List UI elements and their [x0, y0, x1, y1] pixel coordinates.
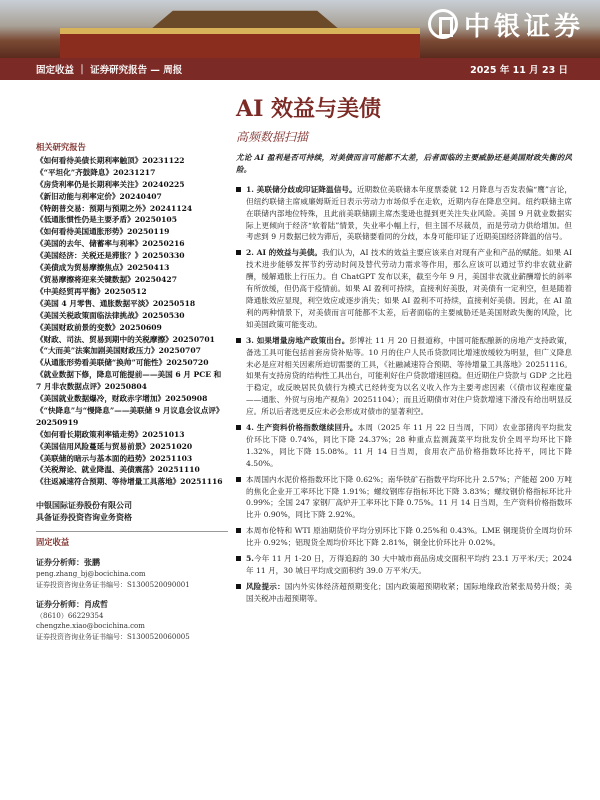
- bullet-item: [236, 422, 572, 470]
- bullet-item: [236, 184, 572, 244]
- related-reports-list: [36, 155, 228, 488]
- bullet-lead: 风险提示：: [246, 581, 285, 591]
- related-report-item[interactable]: 《关税辩论、就业降温、美债震荡》20251110: [36, 465, 200, 475]
- org-name: 中银国际证券股份有限公司: [36, 500, 132, 511]
- related-report-item[interactable]: 《房贷利率仍是长期利率关注》20240225: [36, 179, 185, 189]
- bullet-lead: 5.: [246, 554, 254, 564]
- bullet-text: 本周（2025 年 11 月 22 日当周，下同）农业部猪肉平均批发价环比下降 0.74%，同比下降 24.37%；28 种重点监测蔬菜平均批发价全周平均环比下降 1.32%，同比下降 15.08%。11 月 14 日当周，食用农产品价格指数环比持平，同比下降 4.50%。: [246, 423, 573, 468]
- page-subtitle: 高频数据扫描: [236, 130, 309, 144]
- bullet-list: [236, 184, 572, 605]
- related-report-item[interactable]: 《美国财政前景的变数》20250609: [36, 322, 162, 332]
- header-banner: [0, 0, 600, 58]
- palace-wall-image: [60, 28, 420, 58]
- analyst-2-cert: 证券投资咨询业务证书编号：S1300520060005: [36, 633, 190, 642]
- related-reports-heading: 相关研究报告: [36, 142, 86, 152]
- related-report-item[interactable]: 《美联储的暗示与基本面的趋势》20251103: [36, 453, 193, 463]
- bullet-item: [236, 525, 572, 549]
- bullet-lead: 3. 如果增量房地产政策出台。: [246, 335, 350, 345]
- analyst-1-email[interactable]: peng.zhang_bj@bocichina.com: [36, 570, 146, 579]
- bullet-item: [236, 581, 572, 605]
- bullet-item: [236, 553, 572, 577]
- related-report-item[interactable]: 《“大而美”法案加剧美国财政压力》20250707: [36, 346, 201, 356]
- related-report-item[interactable]: 《美债成为贸易摩擦焦点》20250413: [36, 263, 170, 273]
- logo-text: 中银证券: [463, 11, 584, 42]
- page-title: AI 效益与美债: [236, 96, 382, 122]
- summary: 尤论 AI 盈利是否可持续，对美债而言可能都不太差，后者面临的主要威胁还是美国财政失衡的风险。: [236, 153, 572, 174]
- related-report-item[interactable]: 《低通胀惯性仍是主要矛盾》20250105: [36, 215, 177, 225]
- related-report-item[interactable]: 《美国关税政策面临法律挑战》20250530: [36, 310, 185, 320]
- bullet-lead: 1. 美联储分歧或印证降温信号。: [246, 184, 357, 194]
- related-report-item[interactable]: 《贸易摩擦将迎来关键数据》20250427: [36, 274, 177, 284]
- bullet-item: [236, 474, 572, 522]
- related-report-item[interactable]: 《如何看长期政策利率锚走势》20251013: [36, 429, 185, 439]
- bullet-item: [236, 335, 572, 418]
- org-info: [36, 499, 228, 523]
- related-report-item[interactable]: 《美国就业数据爆冷，财政赤字增加》20250908: [36, 394, 208, 404]
- related-report-item[interactable]: 《如何看待美国通胀形势》20250119: [36, 227, 170, 237]
- related-report-item[interactable]: 《“平坦化”齐鼓降息》20231217: [36, 167, 156, 177]
- bullet-text: 本周国内水泥价格指数环比下降 0.62%；南华铁矿石指数平均环比升 2.57%；产能超 200 万吨的焦化企业开工率环比下降 1.91%；螺纹钢库存指标环比下降 3.83%；螺纹钢价格指标环比升 0.99%；全国 247 家钢厂高炉开工率环比下降 0.75%。11 月 14 日当周，生产资料价格指数环比升 0.90%，同比下降 2.92%。: [246, 474, 572, 520]
- org-qualification: 具备证券投资咨询业务资格: [36, 512, 132, 523]
- bullet-text: 今年 11 月 1-20 日，万得追踪的 30 大中城市商品房成交面积平均约 23.1 万平米/天；2024 年 11 月，30 城日平均成交面积约 39.0 万平米/天。: [246, 554, 572, 575]
- bullet-text: 近期数位美联储本年度票委就 12 月降息与否发表偏“鹰”言论，但纽约联储主席威廉姆斯近日表示劳动力市场似乎在走软，近期内存在降息空间。纽约联储主席在联储内部地位特殊，且此前美联储副主席杰斐逊也提到更关注失业风险。美国 9 月就业数据实际上更倾向于经济“软着陆”情景，失业率小幅上行，但主国不尽裁员，而是劳动力供给增加。但考虑到 9 月数据已较为滞后，美联储要看同的分歧，本身可能印证了近期美国经济降温的信号。: [246, 184, 572, 242]
- bullet-text: 国内外实体经济超预期变化；国内政策超预期收紧；国际地缘政治紧张局势升级；美国关税冲击超预期等。: [246, 581, 573, 603]
- related-report-item[interactable]: 《“快降息”与“慢降息”——美联储 9 月议息会议点评》20250919: [36, 405, 224, 427]
- bullet-item: [236, 247, 572, 330]
- bullet-text: 彭博社 11 月 20 日报道称，中国可能酝酿新的房地产支持政策，备选工具可能包括首套房贷补贴等。10 月的住户人民币贷款同比增速放缓较为明显，但广义降息未必是应对相关因素所迫切需要的工具，《社融减速符合预期、等待增量工具落地》20251116。如果有支持房贷的结构性工具出台，可能利好住户贷款增速回稳。但近期住户贷款与 GDP 之比趋于稳定，或反映居民负债行为模式已经转变为以名义收入作为主要考虑因素（《债市议程难度量——通胀、外贸与房地产视角》20251104）；而且近期债市对住户贷款增速下滑没有给出明显反应。所以后者选更反应未必会形成对债市的显著利空。: [246, 335, 572, 417]
- related-report-item[interactable]: 《美国 4 月零售、通胀数据平淡》20250518: [36, 298, 196, 308]
- sidebar: [36, 142, 228, 643]
- logo: [428, 6, 584, 42]
- related-report-item[interactable]: 《如何看待美债长期利率触顶》20231122: [36, 155, 185, 165]
- bullet-text: 本周布伦特和 WTI 原油期货价平均分别环比下降 0.25%和 0.43%。LME 铜现货价全周均价环比升 0.92%；铝现货全周均价环比下降 2.81%，铜金比价环比升 0.02%。: [246, 526, 572, 548]
- related-report-item[interactable]: 《美国经济：关税还是滞胀？》20250330: [36, 251, 185, 261]
- divider: [36, 531, 228, 532]
- related-report-item[interactable]: 《新旧动能与利率定价》20240407: [36, 191, 162, 201]
- report-date: 2025 年 11 月 23 日: [470, 65, 568, 76]
- analyst-2-phone: （8610）66229354: [36, 611, 104, 620]
- analyst-1-cert: 证券投资咨询业务证书编号：S1300520090001: [36, 580, 190, 589]
- related-report-item[interactable]: 《就业数据下修，降息可能提前——美国 6 月 PCE 和 7 月非农数据点评》20250804: [36, 370, 222, 392]
- analyst-2-email[interactable]: chengzhe.xiao@bocichina.com: [36, 622, 145, 631]
- palace-roof-image: [150, 6, 340, 30]
- related-report-item[interactable]: 《往返减速符合预期、等待增量工具落地》20251116: [36, 477, 223, 487]
- related-report-item[interactable]: 《美国信用风险蔓延与贸易前景》20251020: [36, 441, 193, 451]
- related-report-item[interactable]: 《特朗普交易：预期与预期之外》20241124: [36, 203, 193, 213]
- related-report-item[interactable]: 《从通胀形势看美联储“换帅”可能性》20250720: [36, 358, 209, 368]
- bullet-lead: 4. 生产资料价格指数继续回升。: [246, 423, 358, 433]
- main-content: [236, 152, 572, 609]
- boc-logo-icon: [428, 9, 458, 39]
- sector-label: 固定收益: [36, 537, 70, 548]
- bullet-text: 我们认为，AI 技术的效益主要应该来自对现有产业和产品的赋能。如果 AI 技术进步能够发挥节约劳动时间及替代劳动力需求等作用，那么应该可以通过节约非农就业薪酬，缓解通胀上行压力。自 ChatGPT 发布以来，截至今年 9 月，美国非农就业薪酬增长的斜率有所放缓，但仍高于疫情前。如果 AI 盈利可持续，直接利好美股，对美债有一定利空，但是随着降通胀效应显现，利空效应或逐步消失；如果 AI 盈利不可持续，直接利好美债。因此，在 AI 盈利的两种情景下，对美债而言可能都不太差，后者面临的主要威胁还是美国财政失衡的风险，比如美国政策可能变动。: [246, 248, 572, 329]
- related-report-item[interactable]: 《中美经贸再平衡》20250512: [36, 286, 147, 296]
- report-category: 固定收益 ｜ 证券研究报告 — 周报: [36, 65, 183, 76]
- analyst-2-name: 证券分析师：肖成哲: [36, 598, 108, 609]
- analyst-1-name: 证券分析师：张鹏: [36, 557, 100, 568]
- related-report-item[interactable]: 《财政、司法、贸易到期中的关税摩擦》20250701: [36, 334, 215, 344]
- bullet-lead: 2. AI 的效益与美债。: [246, 248, 322, 258]
- related-report-item[interactable]: 《美国的去年、储蓄率与利率》20250216: [36, 239, 185, 249]
- report-type-bar: [0, 58, 600, 80]
